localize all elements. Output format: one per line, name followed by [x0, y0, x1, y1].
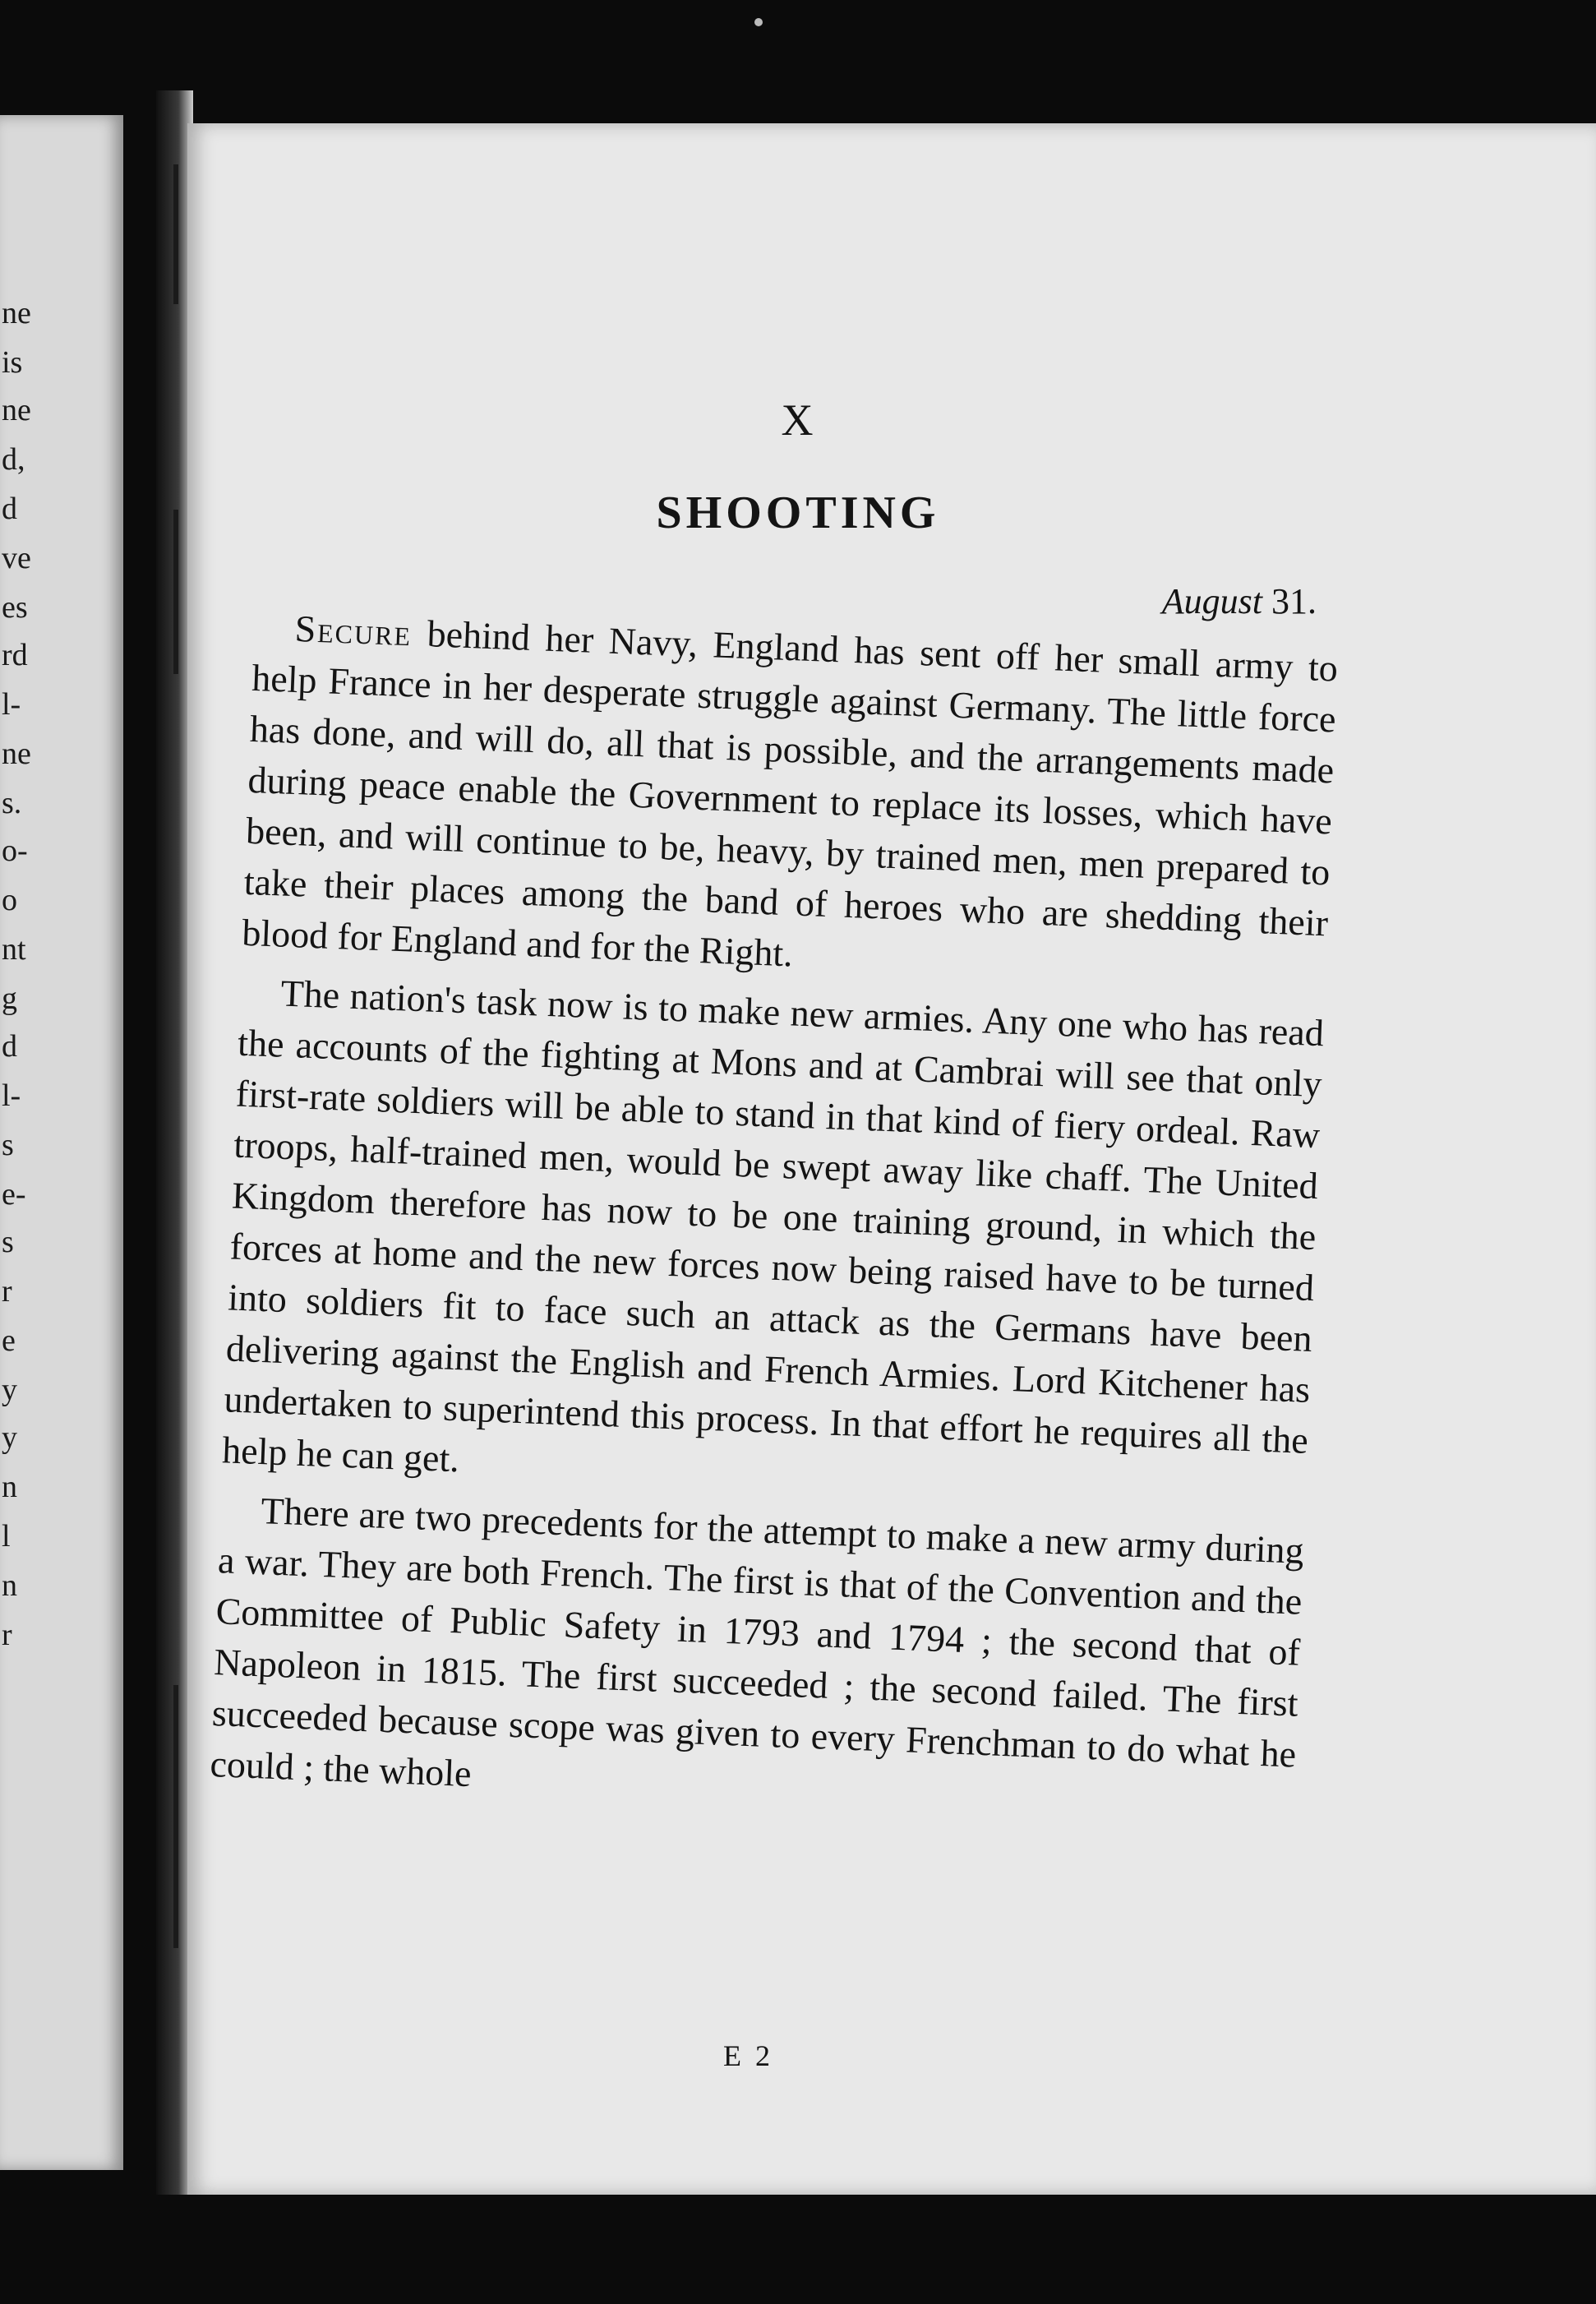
edge-fragment: e- — [2, 1177, 26, 1212]
edge-fragment: n — [2, 1470, 17, 1504]
paragraph-text: behind her Navy, England has sent off her small army to help France in her desperate struggle against Germany. The little force has done, and will do, all that is possible, and the arrangements made during peace enable the Government to replace its losses, which have been, and will continue to be, heavy, by trained men, men prepared to take their places among the band of heroes who are shedding their blood for England and for the Right. — [241, 612, 1339, 975]
edge-fragment: s — [2, 1128, 14, 1162]
paragraph — [221, 967, 1325, 1517]
date-day: 31. — [1271, 581, 1317, 621]
edge-fragment: o- — [2, 833, 28, 868]
entry-date — [1162, 580, 1317, 622]
edge-fragment: e — [2, 1323, 16, 1358]
edge-fragment: d — [2, 1029, 17, 1064]
edge-fragment: s. — [2, 786, 22, 820]
edge-fragment: y — [2, 1373, 17, 1407]
scan-speck — [754, 18, 763, 26]
edge-fragment: ve — [2, 541, 31, 575]
paragraph-text: There are two precedents for the attempt to make a new army during a war. They are both French. The first is that of the Convention and the Committee of Public Safety in 1793 and 1794 ; the second that of Napoleon in 1815. The first succeeded ; the second failed. The first succeeded because scope was given to every Frenchman to do what he could ; the whole — [209, 1489, 1305, 1795]
edge-fragment: r — [2, 1618, 12, 1652]
edge-fragment: d, — [2, 442, 25, 477]
paragraph-lead: Secure — [293, 607, 413, 654]
spine-mark — [173, 1685, 178, 1948]
edge-fragment: l- — [2, 687, 21, 722]
edge-fragment: r — [2, 1274, 12, 1309]
edge-fragment: g — [2, 981, 17, 1016]
edge-fragment: l- — [2, 1078, 21, 1113]
paragraph — [241, 602, 1339, 1000]
edge-fragment: ne — [2, 393, 31, 427]
edge-fragment: n — [2, 1568, 17, 1603]
edge-fragment: d — [2, 492, 17, 526]
edge-fragment: o — [2, 883, 17, 917]
edge-fragment: s — [2, 1225, 14, 1259]
body-text — [209, 602, 1339, 1840]
date-month: August — [1161, 581, 1262, 621]
edge-fragment: l — [2, 1519, 11, 1554]
spine-mark — [173, 164, 178, 304]
edge-fragment: is — [2, 345, 23, 380]
edge-fragment: nt — [2, 932, 26, 967]
chapter-number: X — [781, 395, 815, 445]
chapter-title: SHOOTING — [656, 487, 940, 538]
page-signature: E 2 — [723, 2039, 773, 2072]
edge-fragment: ne — [2, 296, 31, 330]
paragraph-text: The nation's task now is to make new armies. Any one who has read the accounts of the fighting at Mons and at Cambrai will see that only first-rate soldiers will be able to stand in that kind of fiery ordeal. Raw troops, half-trained men, would be swept away like chaff. The United Kingdom therefore has now to be one training ground, in which the forces at home and the new forces now being raised have to be turned into soldiers fit to face such an attack as the Germans have been delivering against the English and French Armies. Lord Kitchener has undertaken to superintend this process. In that effort he requires all the help he can get. — [221, 972, 1325, 1480]
edge-fragment: rd — [2, 638, 28, 672]
paragraph — [209, 1484, 1304, 1831]
edge-fragment: y — [2, 1420, 17, 1455]
edge-fragment: es — [2, 590, 28, 625]
edge-fragment: ne — [2, 736, 31, 771]
